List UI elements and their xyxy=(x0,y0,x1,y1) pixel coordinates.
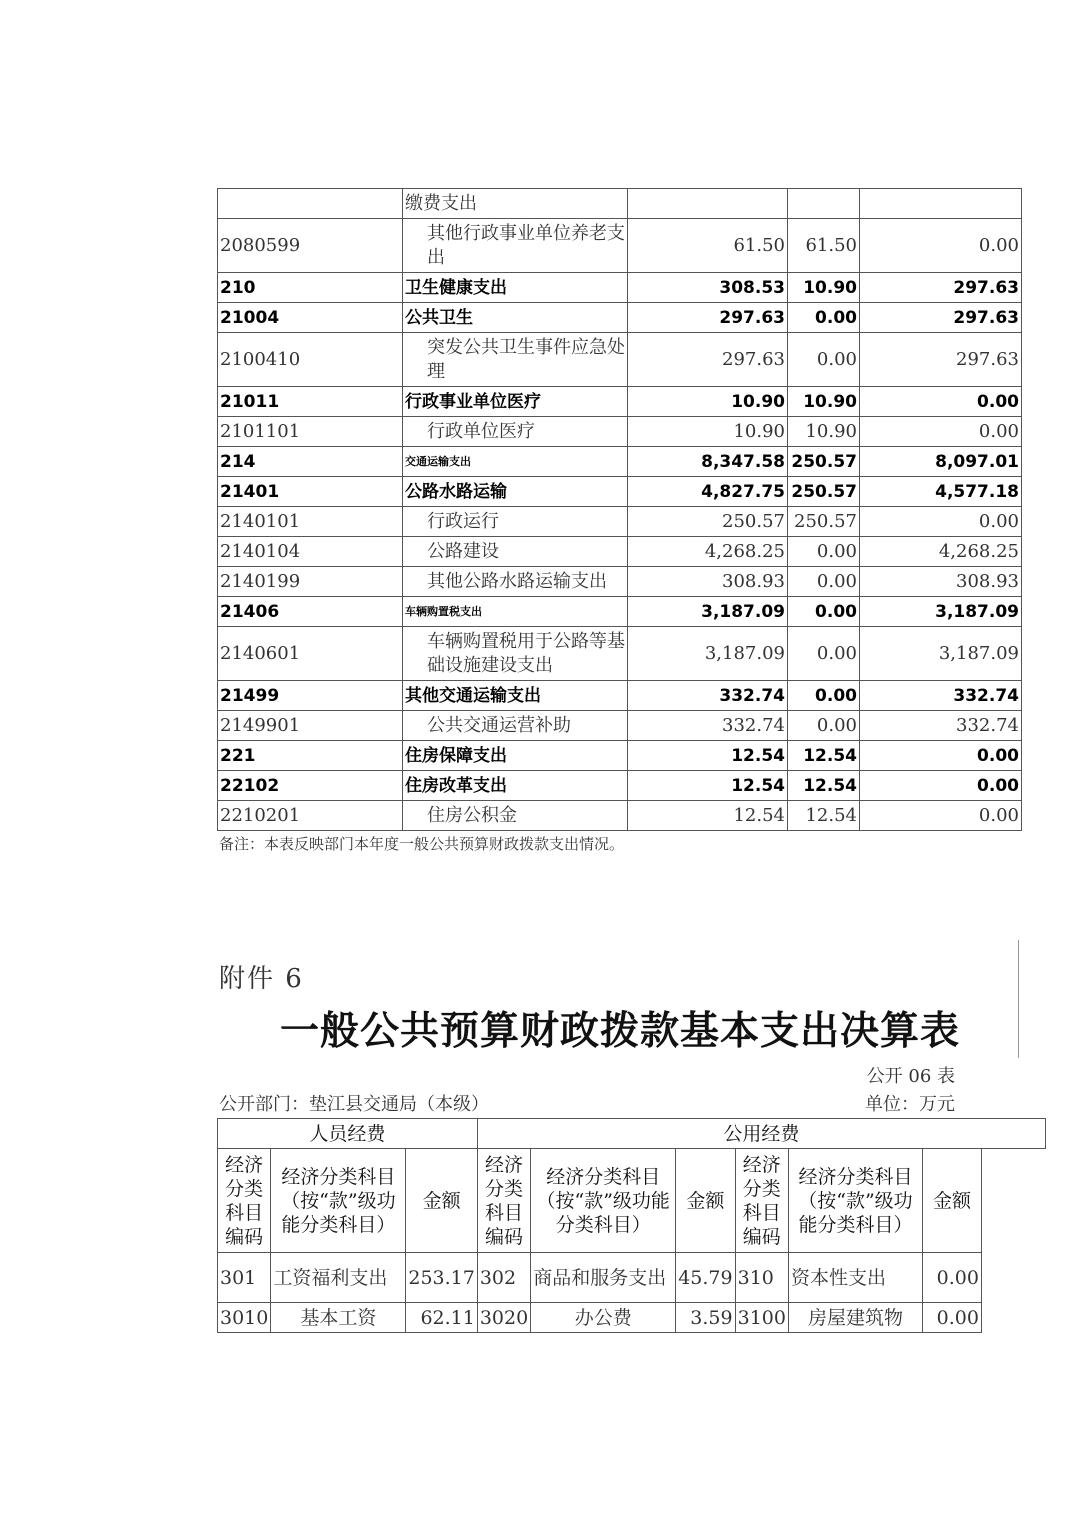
header-code: 经济分类科目编码 xyxy=(477,1149,530,1253)
row-code: 2140601 xyxy=(218,627,403,681)
row-name: 行政单位医疗 xyxy=(403,417,628,447)
row-basic: 250.57 xyxy=(788,507,860,537)
row-amount: 0.00 xyxy=(922,1303,981,1333)
table-row xyxy=(218,219,1022,273)
row-project: 0.00 xyxy=(860,507,1022,537)
row-total: 250.57 xyxy=(628,507,788,537)
row-basic: 250.57 xyxy=(788,477,860,507)
header-amount: 金额 xyxy=(676,1149,735,1253)
row-name: 其他公路水路运输支出 xyxy=(403,567,628,597)
row-total: 3,187.09 xyxy=(628,627,788,681)
row-name: 交通运输支出 xyxy=(403,447,628,477)
table-row xyxy=(218,597,1022,627)
row-name: 公路水路运输 xyxy=(403,477,628,507)
table-row xyxy=(218,507,1022,537)
table-row xyxy=(218,711,1022,741)
row-total: 297.63 xyxy=(628,333,788,387)
header-amount: 金额 xyxy=(406,1149,477,1253)
row-basic: 12.54 xyxy=(788,741,860,771)
row-code: 221 xyxy=(218,741,403,771)
row-name: 公共交通运营补助 xyxy=(403,711,628,741)
row-total: 10.90 xyxy=(628,417,788,447)
header-code: 经济分类科目编码 xyxy=(218,1149,271,1253)
row-name: 工资福利支出 xyxy=(271,1253,406,1303)
table-row xyxy=(218,189,1022,219)
row-project: 308.93 xyxy=(860,567,1022,597)
row-total: 297.63 xyxy=(628,303,788,333)
table-row xyxy=(218,801,1022,831)
row-name: 卫生健康支出 xyxy=(403,273,628,303)
row-code: 2100410 xyxy=(218,333,403,387)
table-row xyxy=(218,273,1022,303)
row-name: 车辆购置税支出 xyxy=(403,597,628,627)
table-row xyxy=(218,771,1022,801)
row-code: 210 xyxy=(218,273,403,303)
row-basic: 0.00 xyxy=(788,627,860,681)
row-project: 4,577.18 xyxy=(860,477,1022,507)
row-basic: 0.00 xyxy=(788,303,860,333)
table-row xyxy=(218,741,1022,771)
row-code: 310 xyxy=(735,1253,788,1303)
row-total: 12.54 xyxy=(628,801,788,831)
row-project: 332.74 xyxy=(860,711,1022,741)
row-name: 房屋建筑物 xyxy=(788,1303,922,1333)
row-code: 2140199 xyxy=(218,567,403,597)
row-basic: 0.00 xyxy=(788,567,860,597)
row-code: 22102 xyxy=(218,771,403,801)
row-total: 61.50 xyxy=(628,219,788,273)
header-name: 经济分类科目（按“款”级功能分类科目） xyxy=(271,1149,406,1253)
group-public: 公用经费 xyxy=(477,1119,1045,1149)
row-basic: 250.57 xyxy=(788,447,860,477)
row-total: 12.54 xyxy=(628,741,788,771)
table-row xyxy=(218,447,1022,477)
row-name: 行政运行 xyxy=(403,507,628,537)
row-total: 308.53 xyxy=(628,273,788,303)
row-project: 3,187.09 xyxy=(860,627,1022,681)
row-code: 21406 xyxy=(218,597,403,627)
row-total: 8,347.58 xyxy=(628,447,788,477)
table-code: 公开 06 表 xyxy=(866,1066,955,1087)
row-project: 297.63 xyxy=(860,303,1022,333)
row-basic: 0.00 xyxy=(788,711,860,741)
row-name: 办公费 xyxy=(531,1303,676,1333)
row-amount: 3.59 xyxy=(676,1303,735,1333)
row-name: 突发公共卫生事件应急处理 xyxy=(403,333,628,387)
row-amount: 253.17 xyxy=(406,1253,477,1303)
row-code: 302 xyxy=(477,1253,530,1303)
row-basic: 61.50 xyxy=(788,219,860,273)
row-project: 8,097.01 xyxy=(860,447,1022,477)
row-code: 3010 xyxy=(218,1303,271,1333)
row-project: 297.63 xyxy=(860,333,1022,387)
row-code: 301 xyxy=(218,1253,271,1303)
row-basic: 10.90 xyxy=(788,273,860,303)
row-code: 2101101 xyxy=(218,417,403,447)
row-code: 21004 xyxy=(218,303,403,333)
row-total: 4,268.25 xyxy=(628,537,788,567)
row-name: 其他行政事业单位养老支出 xyxy=(403,219,628,273)
row-code: 2140101 xyxy=(218,507,403,537)
unit-label: 单位：万元 xyxy=(865,1094,955,1115)
header-code: 经济分类科目编码 xyxy=(735,1149,788,1253)
table-note: 备注：本表反映部门本年度一般公共预算财政拨款支出情况。 xyxy=(219,835,625,853)
row-total: 10.90 xyxy=(628,387,788,417)
row-project: 0.00 xyxy=(860,771,1022,801)
row-basic: 12.54 xyxy=(788,801,860,831)
row-project: 0.00 xyxy=(860,741,1022,771)
row-code: 3020 xyxy=(477,1303,530,1333)
row-project: 0.00 xyxy=(860,387,1022,417)
row-name: 缴费支出 xyxy=(403,189,628,219)
row-project: 0.00 xyxy=(860,801,1022,831)
row-name: 行政事业单位医疗 xyxy=(403,387,628,417)
department-label: 公开部门：垫江县交通局（本级） xyxy=(219,1094,489,1115)
row-basic: 10.90 xyxy=(788,387,860,417)
table-row xyxy=(218,303,1022,333)
row-code: 2140104 xyxy=(218,537,403,567)
row-basic: 12.54 xyxy=(788,771,860,801)
table-row xyxy=(218,387,1022,417)
page-edge-line xyxy=(1018,940,1019,1058)
expenditure-table xyxy=(217,188,1022,831)
table-row xyxy=(218,537,1022,567)
basic-expenditure-table xyxy=(217,1118,1046,1333)
table-row xyxy=(218,567,1022,597)
row-code: 2080599 xyxy=(218,219,403,273)
row-code: 2149901 xyxy=(218,711,403,741)
table-row xyxy=(218,681,1022,711)
row-project: 332.74 xyxy=(860,681,1022,711)
row-code: 2210201 xyxy=(218,801,403,831)
row-name: 住房改革支出 xyxy=(403,771,628,801)
row-basic: 10.90 xyxy=(788,417,860,447)
row-basic: 0.00 xyxy=(788,681,860,711)
row-project: 297.63 xyxy=(860,273,1022,303)
row-basic xyxy=(788,189,860,219)
row-basic: 0.00 xyxy=(788,537,860,567)
header-amount: 金额 xyxy=(922,1149,981,1253)
row-amount: 0.00 xyxy=(922,1253,981,1303)
row-amount: 45.79 xyxy=(676,1253,735,1303)
page-title: 一般公共预算财政拨款基本支出决算表 xyxy=(280,1008,961,1054)
row-project: 3,187.09 xyxy=(860,597,1022,627)
header-name: 经济分类科目（按“款”级功能分类科目） xyxy=(531,1149,676,1253)
row-name: 商品和服务支出 xyxy=(531,1253,676,1303)
row-basic: 0.00 xyxy=(788,597,860,627)
row-amount: 62.11 xyxy=(406,1303,477,1333)
row-total: 12.54 xyxy=(628,771,788,801)
table-row xyxy=(218,627,1022,681)
row-project: 4,268.25 xyxy=(860,537,1022,567)
row-name: 基本工资 xyxy=(271,1303,406,1333)
row-name: 公共卫生 xyxy=(403,303,628,333)
row-total: 332.74 xyxy=(628,711,788,741)
row-name: 住房保障支出 xyxy=(403,741,628,771)
row-code: 21011 xyxy=(218,387,403,417)
row-project xyxy=(860,189,1022,219)
row-project: 0.00 xyxy=(860,219,1022,273)
row-total: 308.93 xyxy=(628,567,788,597)
header-name: 经济分类科目（按“款”级功能分类科目） xyxy=(788,1149,922,1253)
row-total: 332.74 xyxy=(628,681,788,711)
row-name: 公路建设 xyxy=(403,537,628,567)
group-personnel: 人员经费 xyxy=(218,1119,478,1149)
row-code xyxy=(218,189,403,219)
row-total: 3,187.09 xyxy=(628,597,788,627)
row-name: 住房公积金 xyxy=(403,801,628,831)
table-row xyxy=(218,477,1022,507)
row-name: 资本性支出 xyxy=(788,1253,922,1303)
row-code: 3100 xyxy=(735,1303,788,1333)
row-total xyxy=(628,189,788,219)
row-name: 车辆购置税用于公路等基础设施建设支出 xyxy=(403,627,628,681)
row-name: 其他交通运输支出 xyxy=(403,681,628,711)
row-total: 4,827.75 xyxy=(628,477,788,507)
table-row xyxy=(218,333,1022,387)
row-code: 214 xyxy=(218,447,403,477)
row-project: 0.00 xyxy=(860,417,1022,447)
row-code: 21401 xyxy=(218,477,403,507)
row-code: 21499 xyxy=(218,681,403,711)
attachment-label: 附件 6 xyxy=(219,964,304,994)
table-row xyxy=(218,417,1022,447)
row-basic: 0.00 xyxy=(788,333,860,387)
